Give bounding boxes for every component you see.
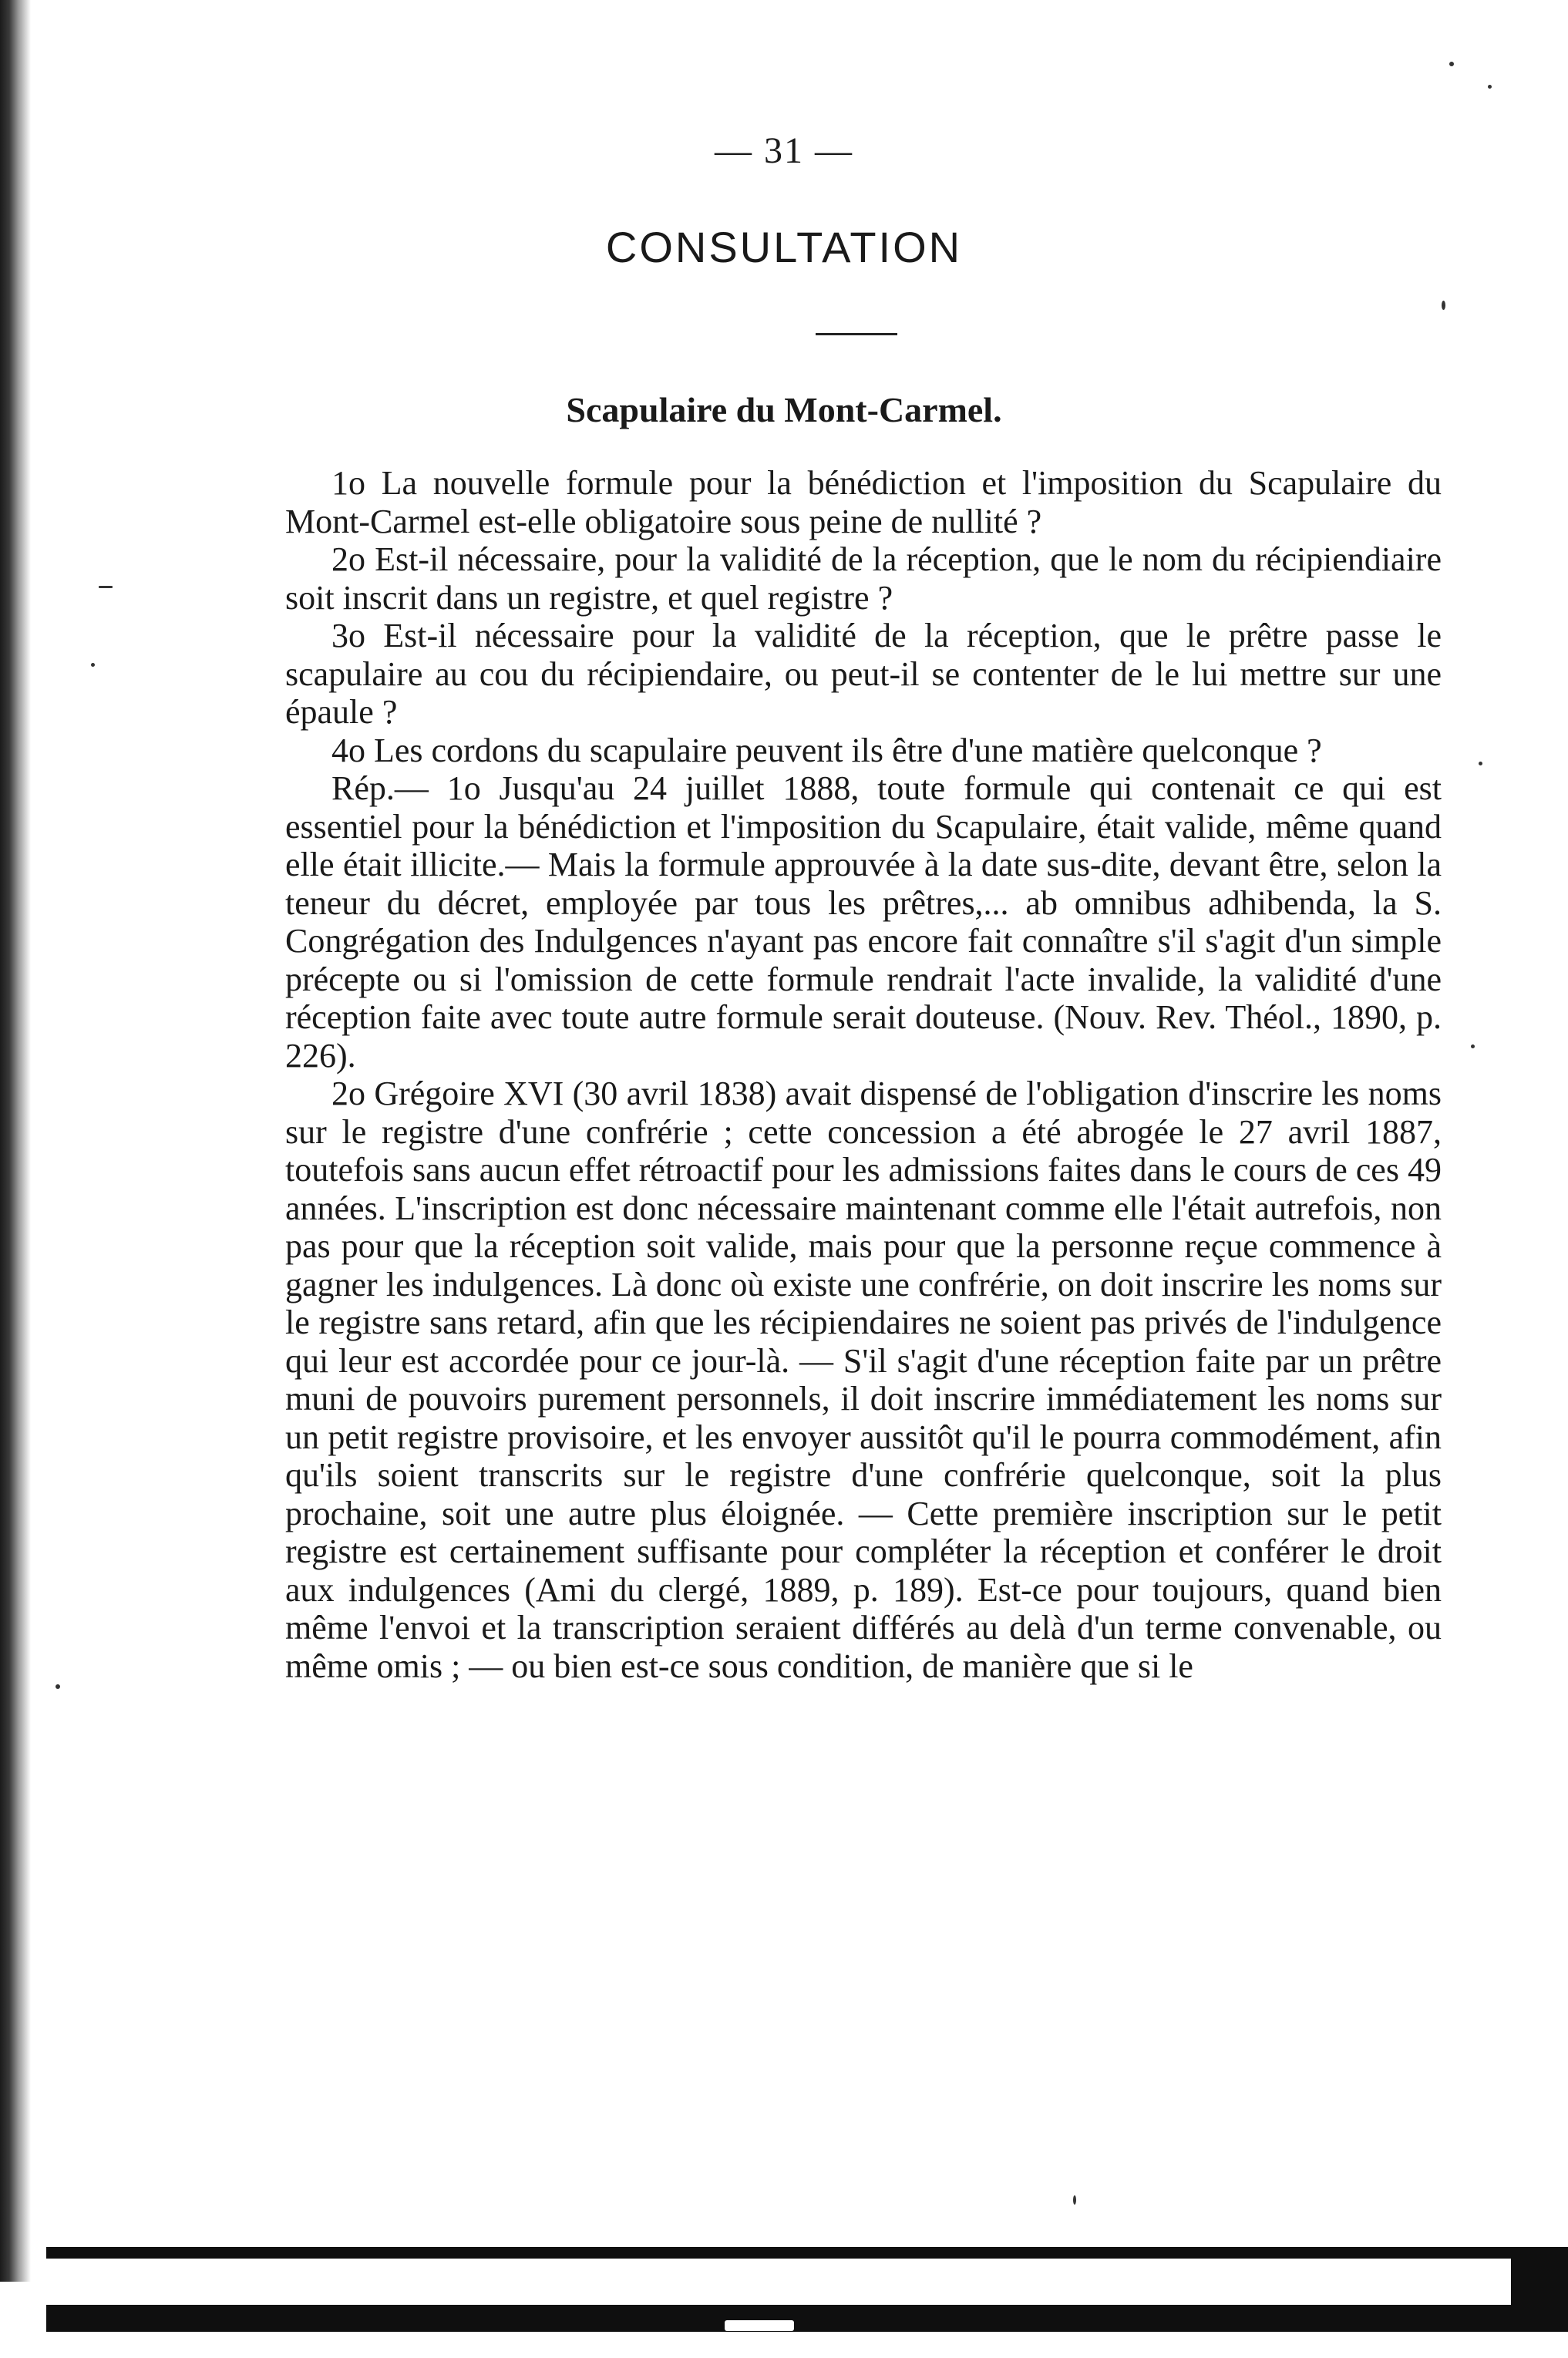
scan-speck [1471, 1044, 1475, 1048]
scan-left-edge [0, 0, 31, 2282]
scan-bottom-margin [46, 2259, 1511, 2305]
scan-speck [1442, 301, 1445, 310]
answer-2: 2o Grégoire XVI (30 avril 1838) avait dispensé de l'obligation d'inscrire les noms sur le registre d'une confrérie ; cette concession a été abrogée le 27 avril 1887, toutefois sans aucun effet rétroactif pour les admissions faites dans le cours de ces 49 années. L'inscription est donc nécessaire maintenant comme elle l'était autrefois, non pas pour que la réception soit valide, mais pour que la personne reçue commence à gagner les indulgences. Là donc où existe une confrérie, on doit inscrire les noms sur le registre sans retard, afin que les récipiendaires ne soient pas privés de l'indulgence qui leur est accordée pour ce jour-là. — S'il s'agit d'une réception faite par un prêtre muni de pouvoirs purement personnels, il doit inscrire immédiatement les noms sur un petit registre provisoire, et les envoyer aussitôt qu'il le pourra commodément, afin qu'ils soient transcrits sur le registre d'une confrérie quelconque, soit la plus prochaine, soit une autre plus éloignée. — Cette première inscription sur le petit registre est certainement suffisante pour compléter la réception et conférer le droit aux indulgences (Ami du clergé, 1889, p. 189). Est-ce pour toujours, quand bien même l'envoi et la transcription seraient différés au delà d'un terme convenable, ou même omis ; — ou bien est-ce sous condition, de manière que si le [285, 1075, 1442, 1685]
title-divider [816, 333, 897, 335]
question-2: 2o Est-il nécessaire, pour la validité de la réception, que le nom du récipiendiaire soit inscrit dans un registre, et quel registre ? [285, 540, 1442, 617]
scan-speck [56, 1684, 60, 1689]
page-title: CONSULTATION [605, 223, 963, 271]
scan-speck [91, 663, 95, 667]
scan-artifact-mark [725, 2320, 794, 2331]
question-4: 4o Les cordons du scapulaire peuvent ils être d'une matière quelconque ? [331, 731, 1322, 769]
section-heading: Scapulaire du Mont-Carmel. [566, 390, 1002, 429]
question-3: 3o Est-il nécessaire pour la validité de la réception, que le prêtre passe le scapulaire au cou du récipiendaire, ou peut-il se contenter de le lui mettre sur une épaule ? [285, 617, 1442, 731]
scan-speck [99, 586, 113, 588]
body-text [285, 464, 1442, 1685]
scan-speck [1479, 762, 1482, 765]
question-1: 1o La nouvelle formule pour la bénédiction et l'imposition du Scapulaire du Mont-Carmel est-elle obligatoire sous peine de nullité ? [285, 464, 1442, 540]
scan-speck [1449, 62, 1454, 66]
page-number: — 31 — [715, 130, 853, 171]
scan-speck [1488, 85, 1492, 89]
answer-1: Rép.— 1o Jusqu'au 24 juillet 1888, toute formule qui contenait ce qui est essentiel pour la bénédiction et l'imposition du Scapulaire, était valide, même quand elle était illicite.— Mais la formule approuvée à la date sus-dite, devant être, selon la teneur du décret, employée par tous les prêtres,... ab omnibus adhibenda, la S. Congrégation des Indulgences n'ayant pas encore fait connaître s'il s'agit d'un simple précepte ou si l'omission de cette formule rendrait l'acte invalide, la validité d'une réception faite avec toute autre formule serait douteuse. (Nouv. Rev. Théol., 1890, p. 226). [285, 769, 1442, 1075]
scan-speck [1073, 2195, 1076, 2205]
